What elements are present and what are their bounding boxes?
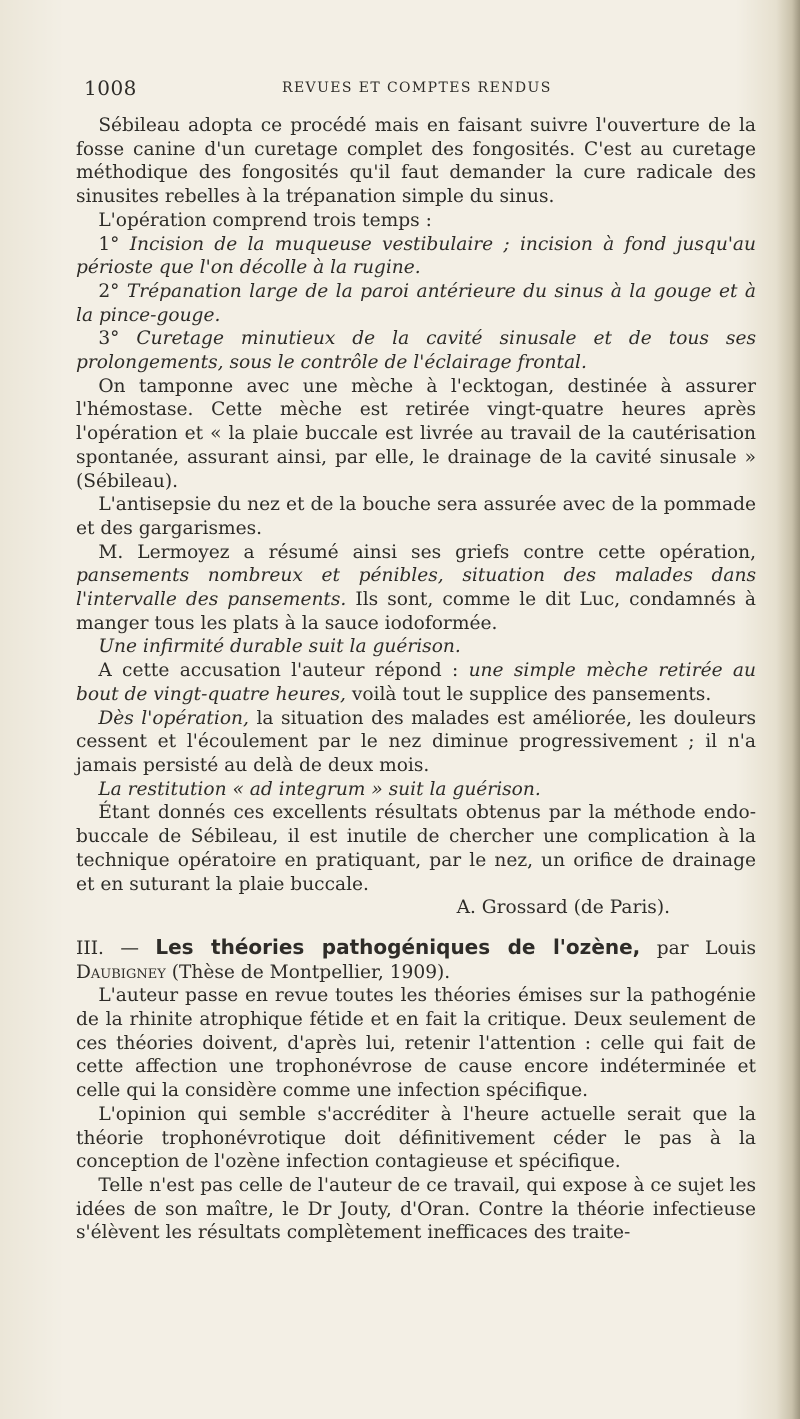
section-heading: III. — Les théories pathogéniques de l'ozène, par Louis Daubigney (Thèse de Montpellier, 1909). [76,934,756,983]
page-body [76,114,756,1245]
section-numeral: III. — [76,937,139,959]
step-number: 2° [98,280,120,302]
paragraph: L'opération comprend trois temps : [98,209,432,231]
paragraph: L'auteur passe en revue toutes les théories émises sur la pathogénie de la rhinite atrophique fétide et en fait la critique. Deux seulement de ces théories doivent, d'après lui, retenir l'attention : celle qui fait de cette affection une trophonévrose de cause encore indéterminée et celle qui la considère comme une infection spécifique. [76,985,756,1102]
paragraph: M. Lermoyez a résumé ainsi ses griefs contre cette opération, pansements nombreux et pénibles, situation des malades dans l'intervalle des pansements. Ils sont, comme le dit Luc, condamnés à manger tous les plats à la sauce iodoformée. [76,541,756,634]
section-title: Les théories pathogéniques de l'ozène, [155,934,641,959]
paragraph: La restitution « ad integrum » suit la guérison. [98,778,541,800]
author-name: Daubigney [76,961,166,983]
operation-step-2 [76,280,756,327]
step-text: Curetage minutieux de la cavité sinusale et de tous ses prolongements, sous le contrôle de l'éclairage frontal. [76,328,756,374]
step-number: 1° [98,233,120,255]
paragraph: Une infirmité durable suit la guérison. [98,636,461,658]
operation-step-3 [76,327,756,374]
paragraph: Étant donnés ces excellents résultats obtenus par la méthode endo-buccale de Sébileau, il est inutile de chercher une complication à la technique opératoire en pratiquant, par le nez, un orifice de drainage et en suturant la plaie buccale. [76,802,756,895]
page-header [70,76,760,104]
page-number: 1008 [84,76,137,100]
paragraph: L'opinion qui semble s'accréditer à l'heure actuelle serait que la théorie trophonévrotique doit définitivement céder le pas à la conception de l'ozène infection contagieuse et spécifique. [76,1103,756,1173]
source: (Thèse de Montpellier, 1909). [171,961,451,983]
author-signature: A. Grossard (de Paris). [456,897,670,919]
paragraph: Sébileau adopta ce procédé mais en faisant suivre l'ouverture de la fosse canine d'un curetage complet des fongosités. C'est au curetage méthodique des fongosités qu'il faut demander la cure radicale des sinusites rebelles à la trépanation simple du sinus. [76,115,756,208]
paragraph: A cette accusation l'auteur répond : une simple mèche retirée au bout de vingt-quatre heures, voilà tout le supplice des pansements. [76,660,756,705]
step-number: 3° [98,328,120,350]
operation-step-1 [76,233,756,280]
paragraph: Dès l'opération, la situation des malades est améliorée, les douleurs cessent et l'écoulement par le nez diminue progressivement ; il n'a jamais persisté au delà de deux mois. [76,707,756,776]
paragraph: Telle n'est pas celle de l'auteur de ce travail, qui expose à ce sujet les idées de son maître, le Dr Jouty, d'Oran. Contre la théorie infectieuse s'élèvent les résultats complètement inefficaces des traite- [76,1174,756,1244]
paragraph: On tamponne avec une mèche à l'ecktogan, destinée à assurer l'hémostase. Cette mèche est retirée vingt-quatre heures après l'opération et « la plaie buccale est livrée au travail de la cautérisation spontanée, assurant ainsi, par elle, le drainage de la cavité sinusale » (Sébileau). [76,375,756,492]
paragraph: L'antisepsie du nez et de la bouche sera assurée avec de la pommade et des gargarismes. [76,494,756,539]
step-text: Trépanation large de la paroi antérieure du sinus à la gouge et à la pince-gouge. [76,280,756,326]
step-text: Incision de la muqueuse vestibulaire ; incision à fond jusqu'au périoste que l'on décolle à la rugine. [76,233,756,279]
running-head: REVUES ET COMPTES RENDUS [282,80,552,96]
